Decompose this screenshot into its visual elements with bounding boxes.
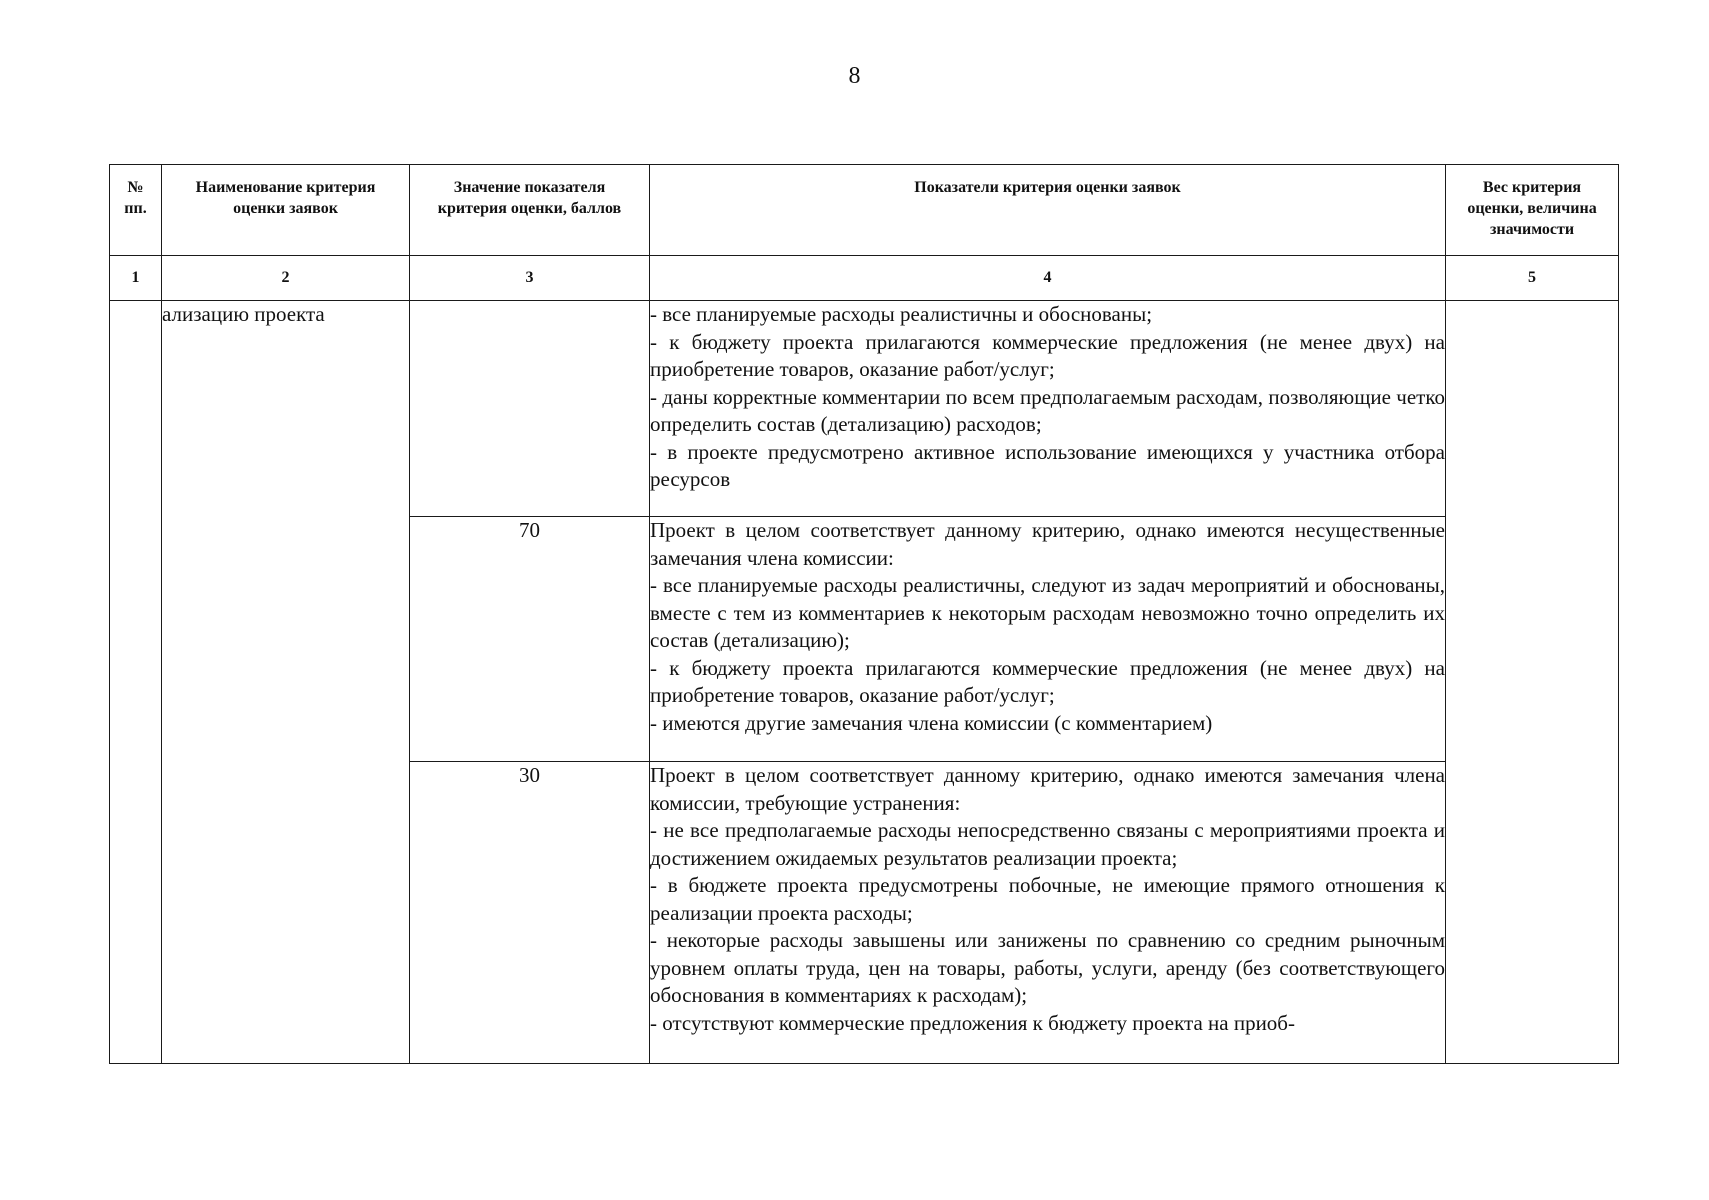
indicators-cell: [650, 517, 1446, 762]
score-cell: 70: [410, 517, 650, 762]
indicator-line: - все планируемые расходы реалистичны, следуют из задач мероприятий и обоснованы, вместе с тем из комментариев к некоторым расходам невозможно точно определить их состав (детализацию);: [650, 573, 1445, 652]
column-number: 2: [162, 256, 410, 301]
header-criterion-name: Наименование критерия оценки заявок: [162, 165, 410, 256]
indicators-cell: [650, 762, 1446, 1064]
criterion-name-cell: ализацию проекта: [162, 301, 410, 1064]
indicators-cell: [650, 301, 1446, 517]
column-number: 1: [110, 256, 162, 301]
indicator-line: - отсутствуют коммерческие предложения к бюджету проекта на приоб-: [650, 1010, 1295, 1035]
header-row: [110, 165, 1619, 256]
score-cell: 30: [410, 762, 650, 1064]
indicator-line: - к бюджету проекта прилагаются коммерческие предложения (не менее двух) на приобретение товаров, оказание работ/услуг;: [650, 655, 1445, 707]
column-number: 3: [410, 256, 650, 301]
indicator-line: Проект в целом соответствует данному критерию, однако имеются замечания члена комиссии, требующие устранения:: [650, 763, 1445, 815]
column-number-row: [110, 256, 1619, 301]
indicator-line: - в проекте предусмотрено активное использование имеющихся у участника отбора ресурсов: [650, 439, 1445, 491]
score-cell: [410, 301, 650, 517]
column-number: 5: [1446, 256, 1619, 301]
indicator-line: - имеются другие замечания члена комиссии (с комментарием): [650, 710, 1213, 735]
indicator-line: - в бюджете проекта предусмотрены побочные, не имеющие прямого отношения к реализации проекта расходы;: [650, 873, 1445, 925]
indicator-line: - к бюджету проекта прилагаются коммерческие предложения (не менее двух) на приобретение товаров, оказание работ/услуг;: [650, 329, 1445, 381]
header-weight: Вес критерия оценки, величина значимости: [1446, 165, 1619, 256]
column-number: 4: [650, 256, 1446, 301]
indicator-line: - все планируемые расходы реалистичны и обоснованы;: [650, 302, 1153, 326]
indicator-line: - некоторые расходы завышены или занижены по сравнению со средним рыночным уровнем оплаты труда, цен на товары, работы, услуги, аренду (без соответствующего обоснования в комментариях к расходам);: [650, 928, 1445, 1007]
criteria-table: [109, 164, 1619, 1064]
header-indicators: Показатели критерия оценки заявок: [650, 165, 1446, 256]
page-number: 8: [848, 63, 861, 89]
weight-cell: [1446, 301, 1619, 1064]
indicator-line: Проект в целом соответствует данному критерию, однако имеются несущественные замечания члена комиссии:: [650, 518, 1445, 570]
table-row: [110, 301, 1619, 517]
row-number-cell: [110, 301, 162, 1064]
header-number: № пп.: [110, 165, 162, 256]
indicator-line: - даны корректные комментарии по всем предполагаемым расходам, позволяющие четко определить состав (детализацию) расходов;: [650, 384, 1445, 436]
indicator-line: - не все предполагаемые расходы непосредственно связаны с мероприятиями проекта и достижением ожидаемых результатов реализации проекта;: [650, 818, 1445, 870]
header-score-value: Значение показателя критерия оценки, баллов: [410, 165, 650, 256]
